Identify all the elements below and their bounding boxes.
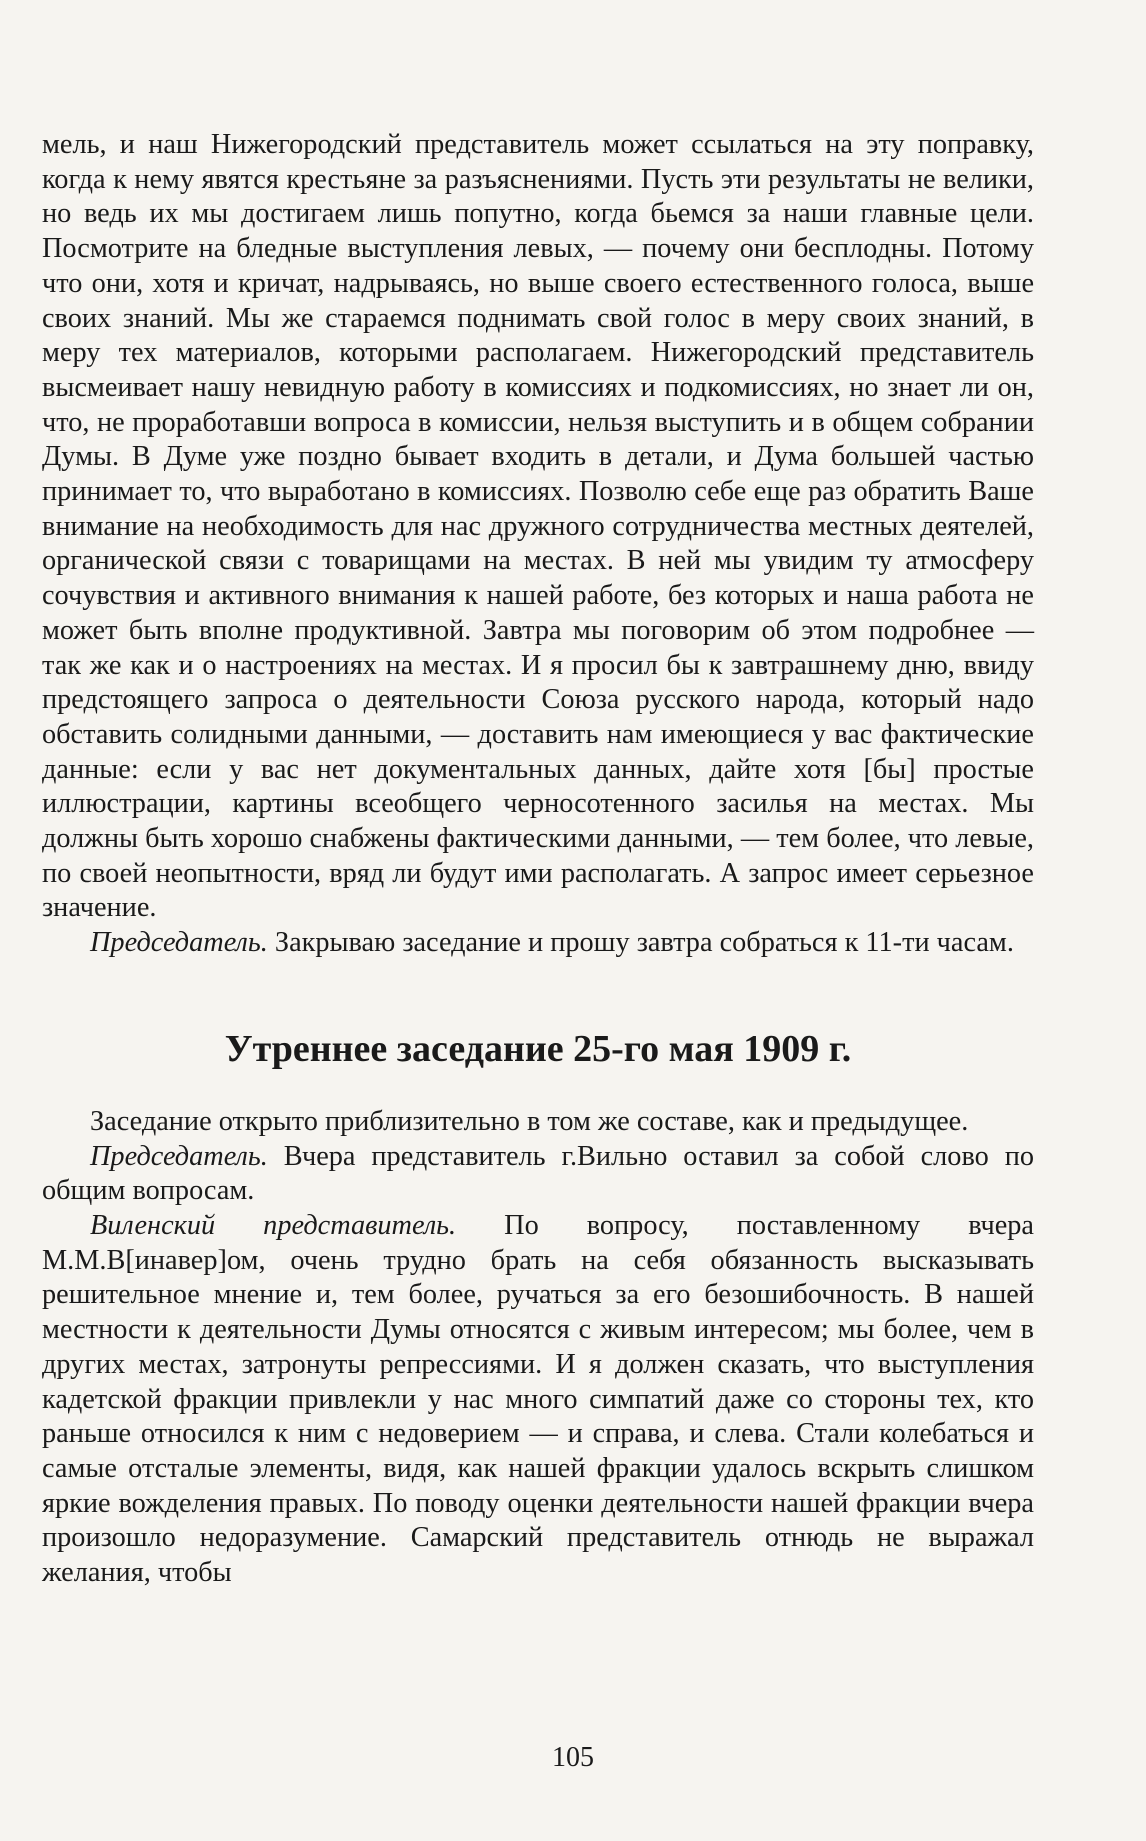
speaker-name: Председатель. [90, 1140, 268, 1172]
document-page [42, 128, 1034, 1591]
paragraph [42, 926, 1034, 961]
paragraph-text: Закрываю заседание и прошу завтра собраться к 11-ти часам. [267, 927, 1014, 959]
paragraph [42, 1140, 1034, 1209]
speaker-name: Виленский представитель. [90, 1209, 457, 1241]
paragraph [42, 1105, 1034, 1140]
paragraph [42, 128, 1034, 926]
paragraph-text: мель, и наш Нижегородский представитель может ссылаться на эту поправку, когда к нему явятся крестьяне за разъяснениями. Пусть эти результаты не велики, но ведь их мы достигаем лишь попутно, когда бьемся за наши главные цели. Посмотрите на бледные выступления левых, — почему они бесплодны. Потому что они, хотя и кричат, надрываясь, но выше своего естественного голоса, выше своих знаний. Мы же стараемся поднимать свой голос в меру своих знаний, в меру тех материалов, которыми располагаем. Нижегородский представитель высмеивает нашу невидную работу в комиссиях и подкомиссиях, но знает ли он, что, не проработавши вопроса в комиссии, нельзя выступить и в общем собрании Думы. В Думе уже поздно бывает входить в детали, и Дума большей частью принимает то, что выработано в комиссиях. Позволю себе еще раз обратить Ваше внимание на необходимость для нас дружного сотрудничества местных деятелей, органической связи с товарищами на местах. В ней мы увидим ту атмосферу сочувствия и активного внимания к нашей работе, без которых и наша работа не может быть вполне продуктивной. Завтра мы поговорим об этом подробнее — так же как и о настроениях на местах. И я просил бы к завтрашнему дню, ввиду предстоящего запроса о деятельности Союза русского народа, который надо обставить солидными данными, — доставить нам имеющиеся у вас фактические данные: если у вас нет документальных данных, дайте хотя [бы] простые иллюстрации, картины всеобщего черносотенного засилья на местах. Мы должны быть хорошо снабжены фактическими данными, — тем более, что левые, по своей неопытности, вряд ли будут ими располагать. А запрос имеет серьезное значение. [42, 129, 1034, 924]
paragraph-text: Вчера представитель г.Вильно оставил за собой слово по общим вопросам. [42, 1140, 1034, 1207]
speaker-name: Председатель. [90, 927, 268, 959]
paragraph [42, 1209, 1034, 1591]
paragraph-text: По вопросу, поставленному вчера М.М.В[инавер]ом, очень трудно брать на себя обязанность высказывать решительное мнение и, тем более, ручаться за его безошибочность. В нашей местности к деятельности Думы относятся с живым интересом; мы более, чем в других местах, затронуты репрессиями. И я должен сказать, что выступления кадетской фракции привлекли у нас много симпатий даже со стороны тех, кто раньше относился к ним с недоверием — и справа, и слева. Стали колебаться и самые отсталые элементы, видя, как нашей фракции удалось вскрыть слишком яркие вожделения правых. По поводу оценки деятельности нашей фракции вчера произошло недоразумение. Самарский представитель отнюдь не выражал желания, чтобы [42, 1209, 1034, 1589]
page-number: 105 [552, 1742, 594, 1773]
section-heading: Утреннее заседание 25-го мая 1909 г. [224, 1027, 852, 1070]
paragraph-text: Заседание открыто приблизительно в том же составе, как и предыдущее. [90, 1105, 969, 1137]
